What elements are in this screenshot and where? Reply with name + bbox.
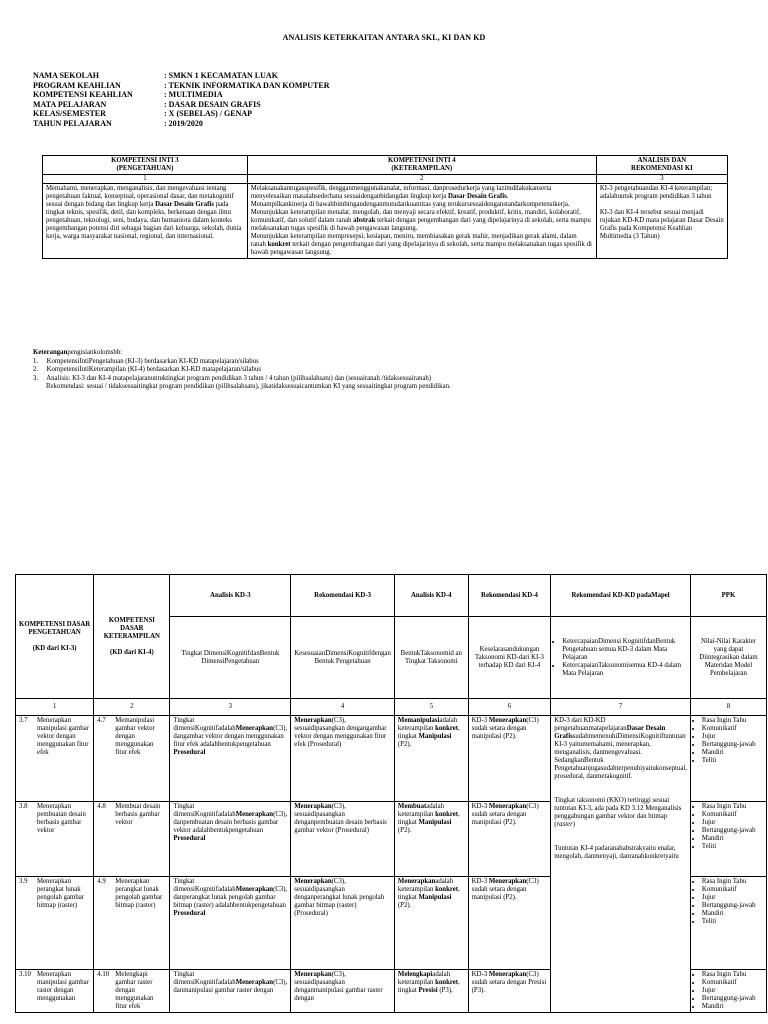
rekomendasi-kd3-cell <box>291 970 395 1013</box>
ppk-item: • Mandiri <box>702 910 763 918</box>
text: KD-3 <box>471 717 489 724</box>
analisis-kd4-cell <box>394 802 468 877</box>
kd3-cell <box>16 877 94 970</box>
text: (C3), danperangkat lunak pengolah gambar bitmap (raster) adalahbentukpengetahuan <box>173 886 288 909</box>
rekomendasi-kd3-cell <box>291 802 395 877</box>
ki4-text-part: Melaksanakantugasspesifik, dengganmenggunakanalat, informasi, danprosedurkerja yang lazimdilakukanserta menyelesaikan masalahsederhana sesuaidenganbidangdan lingkup kerja <box>250 185 552 200</box>
text: Tingkat dimensiKognitifadalah <box>173 971 236 986</box>
ppk-item: • Jujur <box>702 819 763 827</box>
text-bold: Menerapkan <box>235 979 274 986</box>
kd-text: Menerapkan perangkat lunak pengolah gambar bitmap (raster) <box>37 878 84 909</box>
column-number: 3 <box>596 175 727 184</box>
identity-value: : MULTIMEDIA <box>164 90 223 100</box>
column-number: 4 <box>291 699 395 716</box>
ppk-item: • Komunikatif <box>702 725 763 733</box>
kd3-header-title: KOMPETENSI DASAR PENGETAHUAN <box>19 620 91 636</box>
analisis-header <box>596 156 727 175</box>
ki3-text <box>43 184 248 259</box>
ppk-item: • Komunikatif <box>702 886 763 894</box>
analisis-kd4-cell <box>394 716 468 802</box>
ppk-item: • Mandiri <box>702 749 763 757</box>
column-number: 1 <box>16 699 94 716</box>
ki3-header-line1: KOMPETENSI INTI 3 <box>111 157 179 164</box>
ki3-header <box>43 156 248 175</box>
ppk-cell <box>690 716 766 802</box>
ppk-item: • Bertanggung-jawab <box>702 902 763 910</box>
notes-item: Rekomendasi: sesuai / tidaksesuaitingkat program pendidikan (pilihsalahsatu), jikatidaksesuaicantumkan KI yang sesuaitingkat program pendidikan. <box>46 383 451 390</box>
text-bold: Presisi <box>418 987 438 994</box>
ki3-text-bold: Dasar Desain Grafis <box>155 201 214 208</box>
rekomendasi-kd4-cell <box>468 802 551 877</box>
kd-number: 4.8 <box>97 803 106 810</box>
ppk-item: • Rasa Ingin Tahu <box>702 971 763 979</box>
ppk-item: • Rasa Ingin Tahu <box>702 803 763 811</box>
kd-number: 3.10 <box>19 971 31 978</box>
ki4-text-part: Menunjukkan keterampilan menalar, mengolah, dan menyaji secara efektif, kreatif, produktif, kritis, mandiri, kolaboratif, komunikatif, dan solutif dalam ranah <box>250 209 581 224</box>
text: Tingkat dimensiKognitifadalah <box>173 878 236 893</box>
text: (P2). <box>397 741 412 748</box>
kd-text: Menerapkan pembuatan desain berbasis gambar vektor <box>37 803 86 834</box>
kd-number: 3.8 <box>19 803 28 810</box>
rekomendasi-kd3-sub: KesesuaianDimensiKognitifdengan Bentuk Pengetahuan <box>291 617 395 699</box>
column-number: 5 <box>394 699 468 716</box>
text: adalah keterampilan <box>397 971 451 986</box>
rekomendasi-mapel-sub <box>551 617 691 699</box>
notes-block <box>33 349 451 392</box>
ppk-item: • Komunikatif <box>702 811 763 819</box>
text-bold: Menerapkan <box>294 717 332 724</box>
text: Tingkat dimensiKognitifadalah <box>173 717 236 732</box>
text: (C3), sesuaidipasangkan denganmanipulasi gambar raster dengan <box>294 971 383 1002</box>
notes-item: 1. KompetensiIntiPengetahuan (KI-3) berdasarkan KI-KD matapelajaran/silabus <box>33 357 259 365</box>
text: , tingkat <box>397 725 460 740</box>
ki4-text-part: Menunjukkan keterampilan mempresepsi, kesiapan, meniru, membiasakan gerak mahir, menjadikan gerak alami, dalam ranah <box>250 233 577 248</box>
kd-text: Membuat desain berbasis gambar vektor <box>115 803 161 826</box>
text-bold: Menerapkan <box>488 803 527 810</box>
rekomendasi-part: KI-3 dan KI-4 tersebut sesuai menjadi rujukan KD-KD mata pelajaran Dasar Desain Grafis pada Kompetensi Keahlian Multimedia (3 Tahun) <box>599 209 724 240</box>
text: (C3), sesuaidipasangkan dengangambar vektor dengan menggunakan fitur efek (Prosedural) <box>294 717 387 748</box>
identity-label: NAMA SEKOLAH <box>33 71 100 80</box>
kd-text: Menerapkan manipulasi gambar vektor dengan menggunakan fitur efek <box>37 717 89 756</box>
kd3-header-sub: (KD dari KI-3) <box>32 644 77 652</box>
identity-row <box>33 109 330 119</box>
rekomendasi-text <box>596 184 727 259</box>
text: (C3) sudah setara dengan manipulasi (P2). <box>471 803 539 826</box>
notes-item: 2. KompetensiIntiKeterampilan (KI-4) berdasarkan KI-KD matapelajaran/silabus <box>33 366 261 373</box>
ki4-header-line2: (KETERAMPILAN) <box>391 165 453 172</box>
text-bold: Prosedural <box>173 749 206 756</box>
ppk-cell <box>690 802 766 877</box>
identity-value: : X (SEBELAS) / GENAP <box>164 109 253 119</box>
text-bold: Menerapkan <box>235 725 274 732</box>
text-bold: Membuat <box>397 803 427 810</box>
text-italic: raster <box>556 821 573 828</box>
text: (P2). <box>397 902 412 909</box>
text: KD-3 <box>471 803 489 810</box>
ki4-text-part: . <box>506 193 509 200</box>
analisis-kd3-cell <box>170 877 291 970</box>
text-bold: Dasar Desain Grafis <box>554 725 666 740</box>
ki4-text-bold: Dasar Desain Grafis <box>448 193 507 200</box>
text-bold: konkret <box>435 725 459 732</box>
identity-row <box>33 81 330 91</box>
kd-text: Melengkapi gambar raster dengan menggunakan fitur efek <box>115 971 154 1010</box>
ppk-item: • Rasa Ingin Tahu <box>702 878 763 886</box>
column-number: 2 <box>247 175 596 184</box>
rekomendasi-kd4-cell <box>468 877 551 970</box>
identity-row <box>33 90 330 100</box>
analisis-header-line2: REKOMENDASI KI <box>631 165 693 172</box>
kd-text: Menerapkan manipulasi gambar raster dengan menggunakan <box>37 971 89 1002</box>
text-bold: Manipulasi <box>418 894 452 901</box>
kd3-cell <box>16 802 94 877</box>
ki3-text-part: pada tingkat teknis, spesifik, detil, dan kompleks, berkenaan dengan ilmu pengetahuan, teknologi, seni, budaya, dan humaniora dalam konteks pengembangan potensi diri sebagai bagian dari keluarga, sekolah, dunia kerja, warga masyarakat nasional, regional, dan internasional. <box>46 201 242 240</box>
rekomendasi-mapel-cell <box>551 716 691 1013</box>
kd4-header-title: KOMPETENSI DASAR KETERAMPILAN <box>103 616 160 640</box>
document-title: ANALISIS KETERKAITAN ANTARA SKL, KI DAN KD <box>282 33 486 42</box>
text-bold: Menerapkan <box>294 878 332 885</box>
rekomendasi-mapel-header: Rekomendasi KD-KD padaMapel <box>551 575 691 617</box>
ppk-item: • Jujur <box>702 894 763 902</box>
text-bold: Menerapkan <box>294 971 332 978</box>
ppk-item: • Mandiri <box>702 835 763 843</box>
identity-label: KOMPETENSI KEAHLIAN <box>33 90 133 100</box>
text-bold: Manipulasi <box>418 733 452 740</box>
ppk-item: • Jujur <box>702 987 763 995</box>
ppk-cell <box>690 970 766 1013</box>
identity-value: : 2019/2020 <box>164 118 203 128</box>
identity-block <box>33 71 330 129</box>
identity-label: TAHUN PELAJARAN <box>33 118 112 128</box>
kd4-cell <box>94 716 170 802</box>
ki4-text-bold: abstrak <box>353 217 376 224</box>
text-bold: Menerapkan <box>235 886 274 893</box>
analisis-kd4-cell <box>394 970 468 1013</box>
identity-value: : SMKN 1 KECAMATAN LUAK <box>164 71 278 80</box>
text: (P2). <box>397 827 412 834</box>
kd3-cell <box>16 716 94 802</box>
ppk-item: • Teliti <box>702 757 763 765</box>
kd4-cell <box>94 970 170 1013</box>
text: (C3), danpembuatan desain berbasis gambar vektor adalahbentukpengetahuan <box>173 811 288 834</box>
text: adalah keterampilan <box>397 717 458 732</box>
text: KD-3 dari KD-KD pengetahuanmatapelajaran <box>554 717 627 732</box>
analisis-kd4-header: Analisis KD-4 <box>394 575 468 617</box>
ki4-text-part: terkait dengan pengembangan dari yang dipelajarinya di sekolah, serta mampu melaksanakan tugas spesifik di bawah pengawasan langsung. <box>250 241 592 256</box>
rekomendasi-kd4-sub: Keselarasandukungan Taksonomi KD-dari KI-3 terhadap KD dari KI-4 <box>468 617 551 699</box>
text-bold: Menerapkan <box>488 717 527 724</box>
ki4-text <box>247 184 596 259</box>
kd-number: 4.10 <box>97 971 110 978</box>
ki4-header <box>247 156 596 175</box>
rekomendasi-kd4-header: Rekomendasi KD-4 <box>468 575 551 617</box>
text: (C3), danmanipulasi gambar raster dengan <box>173 979 288 994</box>
kd3-header <box>16 575 94 699</box>
ppk-item: • Komunikatif <box>702 979 763 987</box>
text: Tingkat taksonomi (KKO) tertinggi sesuai tuntutan KI-3, ada pada KD 3.12 Menganalisis penggabungan gambar vektor dan bitmap ( <box>554 797 682 828</box>
column-number: 6 <box>468 699 551 716</box>
text-bold: Manipulasi <box>418 819 452 826</box>
text: (C3), sesuaidipasangkan denganpembuatan desain berbasis gambar vektor (Prosedural) <box>294 803 387 834</box>
ppk-item: • Bertanggung-jawab <box>702 827 763 835</box>
ppk-item: • Teliti <box>702 843 763 851</box>
text-bold: konkret <box>435 811 459 818</box>
identity-value: : DASAR DESAIN GRAFIS <box>164 99 261 109</box>
kd-number: 3.9 <box>19 878 28 885</box>
ki4-text-part: Menampilkankinerja di bawahbimbingandenganmutudankuantitas yang terukursesuaidenganstandarkompetensikerja. <box>250 201 570 208</box>
text: , tingkat <box>397 886 460 901</box>
ppk-sub: Nilai-Nilai Karakter yang dapat Diintegrasikan dalam Materidan Model Pembelajaran <box>690 617 766 699</box>
ppk-item: • Rasa Ingin Tahu <box>702 717 763 725</box>
text: Tingkat dimensiKognitifadalah <box>173 803 236 818</box>
column-number: 3 <box>170 699 291 716</box>
kd4-header <box>94 575 170 699</box>
ppk-item: • Bertanggung-jawab <box>702 741 763 749</box>
kd4-header-sub: (KD dari KI-4) <box>109 648 154 656</box>
text: KD-3 <box>471 878 489 885</box>
text: KD-3 <box>471 971 489 978</box>
kd-table <box>15 574 767 1013</box>
analisis-kd3-header: Analisis KD-3 <box>170 575 291 617</box>
text-bold: Melengkapi <box>397 971 433 978</box>
identity-label: PROGRAM KEAHLIAN <box>33 80 121 90</box>
text: , tingkat <box>397 811 460 826</box>
rekomendasi-mapel-bullet: • KetercapaianDimensi KognitifdanBentuk Pengetahuan semua KD-3 dalam Mata Pelajaran <box>562 638 687 662</box>
analisis-kd3-sub: Tingkat DimensiKognitifdanBentuk DimensiPengetahuan <box>170 617 291 699</box>
rekomendasi-kd4-cell <box>468 716 551 802</box>
text-bold: Menerapkan <box>488 878 527 885</box>
identity-row <box>33 71 330 81</box>
text: (C3) sudah setara dengan manipulasi (P2). <box>471 717 539 740</box>
analisis-kd4-sub: BentukTaksonomid an Tingkat Taksonomi <box>394 617 468 699</box>
text: (C3) sudah setara dengan manipulasi (P2). <box>471 878 539 901</box>
ppk-cell <box>690 877 766 970</box>
kd4-cell <box>94 877 170 970</box>
identity-value: : TEKNIK INFORMATIKA DAN KOMPUTER <box>164 80 330 90</box>
kd3-cell <box>16 970 94 1013</box>
rekomendasi-kd3-cell <box>291 716 395 802</box>
text-bold: Menerapkan <box>235 811 274 818</box>
text-bold: Menerapkan <box>294 803 332 810</box>
rekomendasi-kd3-cell <box>291 877 395 970</box>
ppk-item: • Teliti <box>702 918 763 926</box>
notes-heading: Keterangan <box>33 349 68 356</box>
text-bold: Menerapkan <box>397 878 436 885</box>
text: sudahmemenuhiDimensiKognitiftuntutan KI-3 yaitumemahami, menerapkan, menganalisis, danmengevaluasi. SedangkanBentuk Pengetahuanjugasudahterpenuhiyaitukonseptual, prosedural, danmetakognitif. <box>554 733 687 780</box>
identity-label: KELAS/SEMESTER <box>33 109 106 119</box>
ppk-header: PPK <box>690 575 766 617</box>
kd-number: 3.7 <box>19 717 28 724</box>
ppk-item: • Jujur <box>702 733 763 741</box>
kd4-cell <box>94 802 170 877</box>
column-number: 8 <box>690 699 766 716</box>
identity-row <box>33 100 330 110</box>
text: (C3), dangambar vektor dengan menggunakan fitur efek adalahbentukpengetahuan <box>173 725 288 748</box>
analisis-header-line1: ANALISIS DAN <box>637 157 687 164</box>
ki4-text-bold: konkret <box>267 241 291 248</box>
rekomendasi-part: KI-3 pengetahuandan KI-4 keterampilan; adalahuntuk program pendidikan 3 tahun <box>599 185 713 200</box>
ki4-text-part: terkait dengan pengembangan dari yang dipelajarinya di sekolah, serta mampu melaksanakan tugas spesifik di bawah pengawasan langsung. <box>250 217 591 232</box>
analisis-kd4-cell <box>394 877 468 970</box>
text-bold: konkret <box>435 979 459 986</box>
analisis-kd3-cell <box>170 716 291 802</box>
kd-text: Menerapkan perangkat lunak pengolah gambar bitmap (raster) <box>115 878 163 909</box>
ppk-item: • Mandiri <box>702 1003 763 1011</box>
text: (P3), <box>437 987 453 994</box>
text: Tuntutan KI-4 padaranahabstrakyaitu enalar, mengolah, danmenyaji, danranahkonkretyaitu <box>554 845 679 860</box>
identity-label: MATA PELAJARAN <box>33 99 107 109</box>
text: (C3), sesuaidipasangkan denganperangkat lunak pengolah gambar bitmap (raster) (Prosedural) <box>294 878 385 917</box>
text: adalah keterampilan <box>397 803 444 818</box>
kd-number: 4.7 <box>97 717 106 724</box>
column-number: 7 <box>551 699 691 716</box>
notes-item: 3. Analisis: KI-3 dan KI-4 matapelajaranuntuktingkat program pendidikan 3 tahun / 4 tahun (pilihsalahsatu) dan (sesuairanah /tidaksesuairanah) <box>33 374 432 382</box>
text: , tingkat <box>397 979 460 994</box>
text: (C3) sudah setara dengan Presisi (P3). <box>471 971 547 994</box>
text: adalah keterampilan <box>397 878 454 893</box>
rekomendasi-mapel-bullet: • KetercapaianTaksonomisemua KD-4 dalam Mata Pelajaran <box>562 662 687 678</box>
notes-heading-rest: pengisiankolomsbb: <box>67 349 123 356</box>
column-number: 2 <box>94 699 170 716</box>
text-bold: Prosedural <box>173 835 206 842</box>
identity-row <box>33 119 330 129</box>
kd-number: 4.9 <box>97 878 106 885</box>
text-bold: Prosedural <box>173 910 206 917</box>
ki4-header-line1: KOMPETENSI INTI 4 <box>388 157 456 164</box>
rekomendasi-kd3-header: Rekomendasi KD-3 <box>291 575 395 617</box>
kd-text: Memanipulasi gambar vektor dengan menggunakan fitur efek <box>115 717 155 756</box>
rekomendasi-kd4-cell <box>468 970 551 1013</box>
text-bold: Menerapkan <box>488 971 527 978</box>
analisis-kd3-cell <box>170 970 291 1013</box>
ki3-text-part: Memahami, menerapkan, menganalisis, dan mengevaluasi tentang pengetahuan faktual, konseptual, operasional dasar, dan metakognitif sesuai dengan bidang dan lingkup kerja <box>46 185 234 208</box>
text-bold: konkret <box>435 886 459 893</box>
ppk-item: • Bertanggung-jawab <box>702 995 763 1003</box>
text: ) <box>572 821 576 828</box>
text-bold: Memanipulasi <box>397 717 440 724</box>
ki-table <box>42 155 728 259</box>
column-number: 1 <box>43 175 248 184</box>
ki3-header-line2: (PENGETAHUAN) <box>116 165 174 172</box>
analisis-kd3-cell <box>170 802 291 877</box>
